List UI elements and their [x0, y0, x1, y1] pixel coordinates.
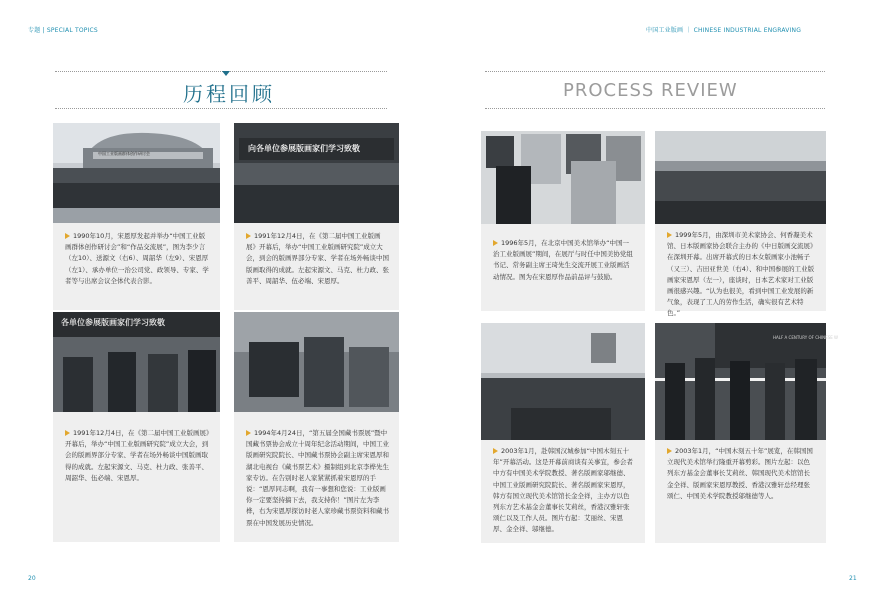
- caption-text: 2003年1月，赴韩国汉城参加“中国木刻五十年”开幕活动。这是开幕前商谈有关事宜，参会者中方有中国美术学院教授、著名版画家邬继德、中国工业版画研究院院长、著名版画家宋恩厚，韩方有国立现代美术馆馆长金全祥，主办方以色列东方艺术基金会董事长艾莉丝，香港汉雅轩张颂仁以及工作人员。图片右起：艾丽丝、宋恩厚、金全祥、邬继德。: [493, 447, 633, 534]
- caption-text: 1990年10月，宋恩厚发起并举办“中国工业版画群体创作研讨会”和“作品交流展”，图为李少言（左10）、送源文（右6）、周韶华（左9）、宋恩厚（左1）、承办单位一治公司党、政领导、专家、学者等与出席会议全体代表合影。: [65, 232, 209, 285]
- photo-banner-text: 中国工业版画群体创作研讨会: [98, 151, 150, 156]
- caption-1991-a: [234, 223, 399, 310]
- title-divider-right-bottom: [485, 108, 825, 109]
- group-photo-icon: [53, 123, 220, 223]
- title-divider-right: [485, 71, 825, 72]
- caption-text: 1991年12月4日，在《第二届中国工业版画展》开幕后，举办“中国工业版画研究院”成立大会，到会的版画界部分专家、学者在场外畅谈中国版画取得的成就。左起宋源文、马克、杜力政、张善平、周韶华、伍必端、宋恩厚。: [246, 232, 389, 285]
- header-left: 专题 | SPECIAL TOPICS: [28, 27, 98, 34]
- photo-interview: [234, 312, 399, 412]
- bullet-icon: [65, 430, 70, 436]
- photo-ribbon-cutting: [655, 323, 838, 440]
- bullet-icon: [246, 233, 251, 239]
- caption-1999: [655, 224, 826, 318]
- photo-banner-group: [234, 123, 399, 223]
- bullet-icon: [65, 233, 70, 239]
- caption-text: 1999年5月，由深圳市美术家协会、何香凝美术馆、日本版画家协会联合主办的《中日版画交流展》在深圳开幕。出席开幕式的日本女版画家小池畅子（又三）、吉田亚世美（右4）、和中国参展的工业版画家宋恩厚（左一），座谈时，日本艺术家对工业版画很感兴趣。“认为也很美，看到中国工业发展的新气象，表现了工人的劳作生活，确实很有艺术特色。”: [667, 231, 815, 318]
- caption-text: 1991年12月4日，在《第二届中国工业版画展》开幕后，举办“中国工业版画研究院”成立大会，到会的版画界部分专家、学者在场外畅谈中国版画取得的成就。左起宋源文、马克、杜力政、张善平、周韶华、伍必端、宋恩厚。: [65, 429, 210, 482]
- caption-2003-a: [481, 440, 645, 543]
- caption-1991-b: [53, 412, 220, 542]
- gallery-photo-icon: [481, 131, 645, 224]
- caption-1994: [234, 412, 399, 542]
- page-number-right: 21: [849, 575, 857, 582]
- caption-2003-b: [655, 440, 826, 543]
- page-number-left: 20: [28, 575, 36, 582]
- caption-text: 1996年5月，在北京中国美术馆举办“中国一治工业版画展”期间，在展厅与时任中国美协党组书记、常务副主席王琦先生交流开展工业版画活动情况。图为在宋恩厚作品前品评与鼓励。: [493, 239, 633, 281]
- bullet-icon: [493, 240, 498, 246]
- page-title-en: PROCESS REVIEW: [563, 80, 738, 101]
- photo-meeting: [481, 323, 645, 440]
- ribbon-cutting-photo-icon: [655, 323, 826, 440]
- meeting-photo-icon: [481, 323, 645, 440]
- header-right: 中国工业版画 ｜ CHINESE INDUSTRIAL ENGRAVING: [646, 27, 802, 34]
- bullet-icon: [246, 430, 251, 436]
- photo-banner-text: 向各单位参展版画家们学习致敬: [248, 144, 360, 153]
- caption-1990: [53, 223, 220, 310]
- photo-seated-group: [655, 131, 826, 224]
- title-divider-left: [55, 71, 387, 72]
- caption-1996: [481, 224, 645, 311]
- photo-discussion: [53, 312, 220, 412]
- caption-text: 2003年1月，“中国木刻五十年”展览，在韩国国立现代美术馆举行隆重开幕剪彩。图片左起：以色列东方基金会董事长艾莉丝、韩国现代美术馆馆长金全祥、版画家宋恩厚教授、香港汉雅轩总经理张颂仁、中国美术学院教授邬继德等人。: [667, 447, 813, 500]
- photo-group-seminar: [53, 123, 220, 223]
- bullet-icon: [493, 448, 498, 454]
- photo-banner-text: 各单位参展版画家们学习致敬: [61, 318, 165, 327]
- bullet-icon: [667, 448, 672, 454]
- seated-group-photo-icon: [655, 131, 826, 224]
- interview-photo-icon: [234, 312, 399, 412]
- title-divider-left-bottom: [55, 108, 387, 109]
- photo-gallery: [481, 131, 645, 224]
- banner-photo-icon: [234, 123, 399, 223]
- title-marker-icon: [222, 71, 230, 76]
- caption-text: 1994年4月24日，“第五届全国藏书票展”暨中国藏书票协会成立十周年纪念活动期间，中国工业版画研究院院长、中国藏书票协会副主席宋恩厚和湖北电视台《藏书票艺术》摄制组到北京李桦先生家专访。在告别时老人家紧紧抓着宋恩厚的手说：“恩厚同志啊，我有一事想和您说：工业版画你一定要坚持搞下去，我支持你！”图片左为李桦，右为宋恩厚探访时老人家珍藏书票资料和藏书票在中国发展历史情况。: [246, 429, 389, 527]
- photo-banner-text: HALF A CENTURY OF CHINESE W: [773, 335, 838, 340]
- bullet-icon: [667, 232, 672, 238]
- page-title-cn: 历程回顾: [183, 82, 275, 106]
